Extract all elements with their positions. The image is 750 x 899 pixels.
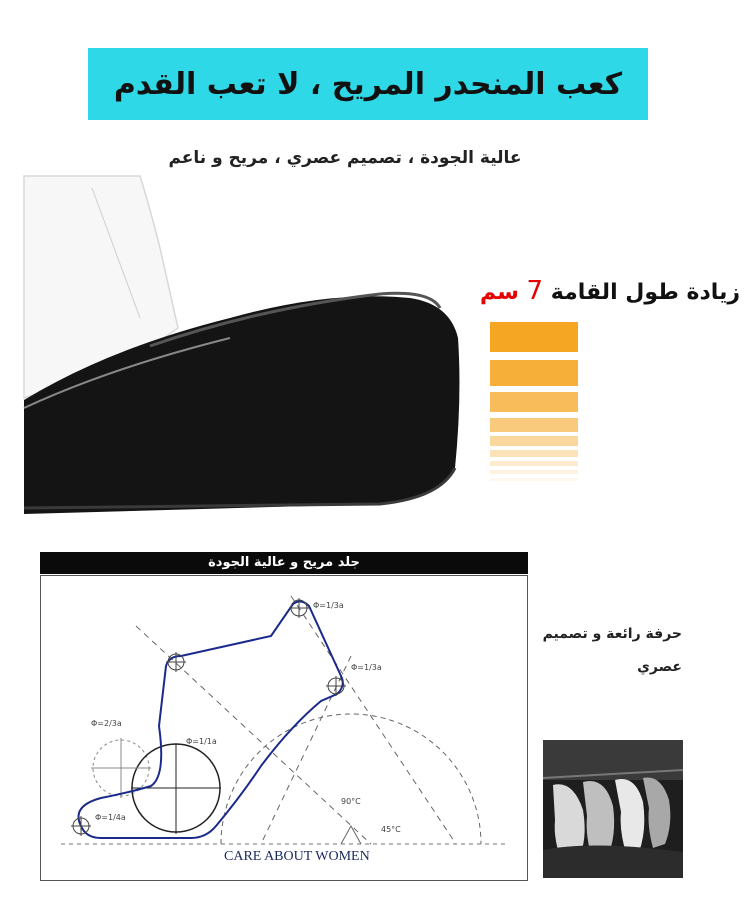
diagram-label: Φ=1/3a — [313, 601, 344, 610]
shoe-design-diagram — [40, 575, 528, 881]
shoe-lasts-image — [543, 740, 683, 878]
height-bar — [490, 478, 578, 481]
height-bar — [490, 392, 578, 412]
height-bar — [490, 436, 578, 446]
diagram-label: Φ=1/3a — [351, 663, 382, 672]
title-banner — [88, 48, 648, 120]
diagram-label: Φ=1/4a — [95, 813, 126, 822]
wedge-shoe-image — [0, 168, 470, 528]
height-increase-label — [470, 276, 740, 306]
banner-title: كعب المنحدر المريح ، لا تعب القدم — [113, 66, 623, 102]
diagram-label: 90°C — [341, 797, 361, 806]
height-bar — [490, 470, 578, 474]
subtitle: عالية الجودة ، تصميم عصري ، مريح و ناعم — [168, 148, 522, 168]
craft-line-1: حرفة رائعة و تصميم — [542, 626, 682, 642]
height-bar — [490, 322, 578, 352]
height-bar — [490, 450, 578, 457]
height-prefix: زيادة طول القامة — [550, 280, 740, 305]
diagram-label: 45°C — [381, 825, 401, 834]
diagram-footer: CARE ABOUT WOMEN — [224, 849, 370, 864]
diagram-svg — [41, 576, 527, 880]
height-bar — [490, 418, 578, 432]
height-unit: سم — [479, 280, 519, 305]
diagram-label: Φ=2/3a — [91, 719, 122, 728]
diagram-label: Φ=1/1a — [186, 737, 217, 746]
craft-line-2: عصري — [637, 659, 682, 675]
workshop-photo — [543, 740, 683, 878]
diagram-header: جلد مريح و عالية الجودة — [40, 552, 528, 574]
craft-description — [536, 618, 682, 684]
height-bar — [490, 360, 578, 386]
height-value: 7 — [526, 276, 544, 306]
height-bar — [490, 461, 578, 466]
